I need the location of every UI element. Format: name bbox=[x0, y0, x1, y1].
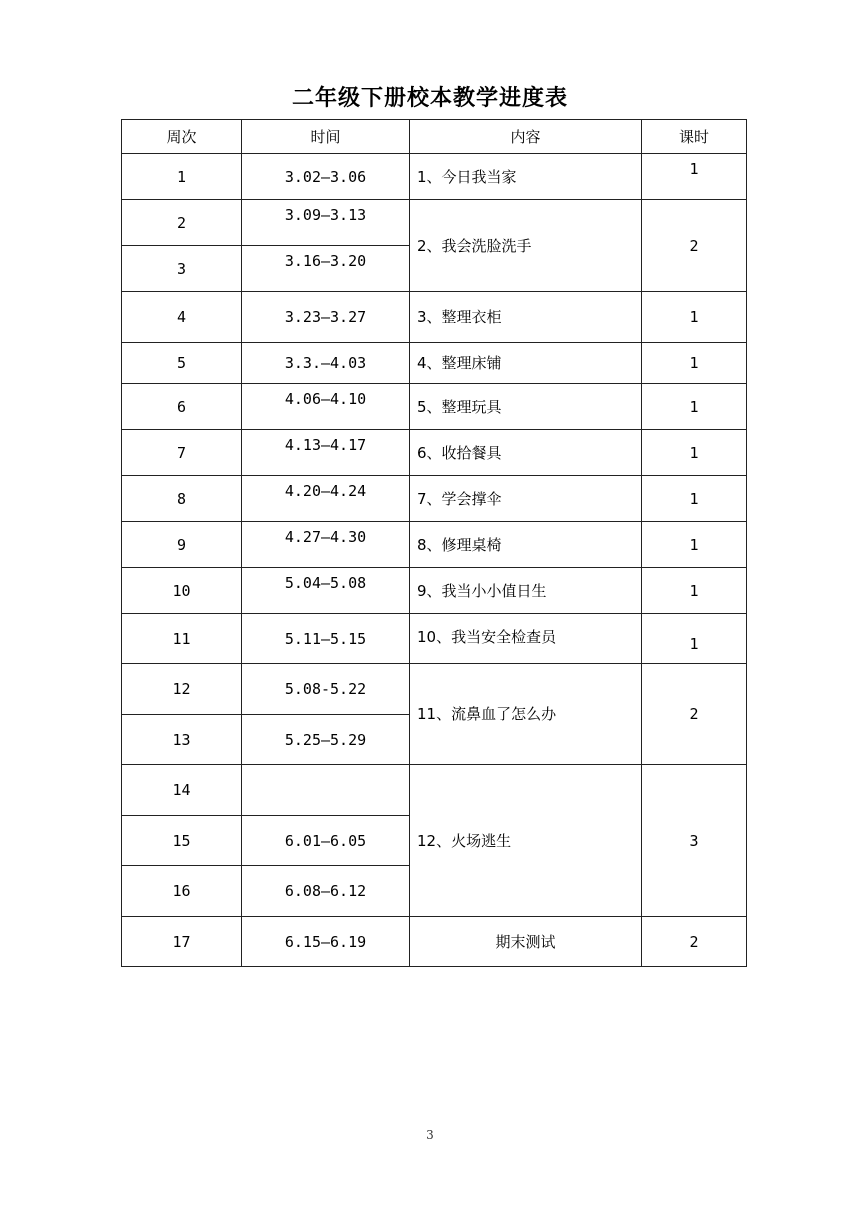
table-row bbox=[122, 917, 747, 967]
time-cell: 6.15—6.19 bbox=[242, 917, 410, 967]
week-cell: 9 bbox=[122, 522, 242, 568]
time-cell: 3.02—3.06 bbox=[242, 154, 410, 200]
table-row bbox=[122, 765, 747, 816]
hours-cell: 1 bbox=[642, 343, 747, 384]
content-cell: 期末测试 bbox=[410, 917, 642, 967]
content-cell: 12、火场逃生 bbox=[410, 765, 642, 917]
content-cell: 3、整理衣柜 bbox=[410, 292, 642, 343]
header-time: 时间 bbox=[242, 120, 410, 154]
content-cell: 1、今日我当家 bbox=[410, 154, 642, 200]
time-cell: 3.3.—4.03 bbox=[242, 343, 410, 384]
table-header-row bbox=[122, 120, 747, 154]
week-cell: 10 bbox=[122, 568, 242, 614]
week-cell: 13 bbox=[122, 715, 242, 765]
hours-cell: 1 bbox=[642, 522, 747, 568]
hours-cell: 1 bbox=[642, 384, 747, 430]
content-cell: 9、我当小小值日生 bbox=[410, 568, 642, 614]
table-row bbox=[122, 292, 747, 343]
table-row bbox=[122, 154, 747, 200]
hours-cell: 2 bbox=[642, 917, 747, 967]
week-cell: 6 bbox=[122, 384, 242, 430]
time-cell: 4.20—4.24 bbox=[242, 476, 410, 522]
table-row bbox=[122, 664, 747, 715]
hours-cell: 2 bbox=[642, 664, 747, 765]
week-cell: 3 bbox=[122, 246, 242, 292]
time-cell: 4.06—4.10 bbox=[242, 384, 410, 430]
header-content: 内容 bbox=[410, 120, 642, 154]
time-cell: 6.01—6.05 bbox=[242, 816, 410, 866]
time-cell: 6.08—6.12 bbox=[242, 866, 410, 917]
time-cell: 3.16—3.20 bbox=[242, 246, 410, 292]
time-cell: 3.09—3.13 bbox=[242, 200, 410, 246]
week-cell: 7 bbox=[122, 430, 242, 476]
time-cell: 5.04—5.08 bbox=[242, 568, 410, 614]
week-cell: 14 bbox=[122, 765, 242, 816]
week-cell: 17 bbox=[122, 917, 242, 967]
header-week: 周次 bbox=[122, 120, 242, 154]
hours-cell: 3 bbox=[642, 765, 747, 917]
page-title: 二年级下册校本教学进度表 bbox=[291, 86, 568, 111]
table-row bbox=[122, 568, 747, 614]
content-cell: 10、我当安全检查员 bbox=[410, 614, 642, 664]
content-cell: 8、修理桌椅 bbox=[410, 522, 642, 568]
content-cell: 7、学会撑伞 bbox=[410, 476, 642, 522]
week-cell: 1 bbox=[122, 154, 242, 200]
table-row bbox=[122, 430, 747, 476]
table-row bbox=[122, 476, 747, 522]
hours-cell: 1 bbox=[642, 614, 747, 664]
page-number: 3 bbox=[426, 1128, 434, 1142]
content-cell: 4、整理床铺 bbox=[410, 343, 642, 384]
table-row bbox=[122, 200, 747, 246]
hours-cell: 1 bbox=[642, 476, 747, 522]
time-cell: 5.25—5.29 bbox=[242, 715, 410, 765]
hours-cell: 1 bbox=[642, 292, 747, 343]
week-cell: 4 bbox=[122, 292, 242, 343]
hours-cell: 2 bbox=[642, 200, 747, 292]
week-cell: 15 bbox=[122, 816, 242, 866]
week-cell: 2 bbox=[122, 200, 242, 246]
schedule-table bbox=[121, 119, 747, 967]
hours-cell: 1 bbox=[642, 430, 747, 476]
week-cell: 5 bbox=[122, 343, 242, 384]
time-cell: 4.27—4.30 bbox=[242, 522, 410, 568]
week-cell: 8 bbox=[122, 476, 242, 522]
week-cell: 16 bbox=[122, 866, 242, 917]
content-cell: 6、收拾餐具 bbox=[410, 430, 642, 476]
content-cell: 5、整理玩具 bbox=[410, 384, 642, 430]
table-row bbox=[122, 614, 747, 664]
week-cell: 12 bbox=[122, 664, 242, 715]
time-cell: 3.23—3.27 bbox=[242, 292, 410, 343]
table-row bbox=[122, 384, 747, 430]
time-cell: 5.11—5.15 bbox=[242, 614, 410, 664]
content-cell: 11、流鼻血了怎么办 bbox=[410, 664, 642, 765]
content-cell: 2、我会洗脸洗手 bbox=[410, 200, 642, 292]
time-cell: 5.08-5.22 bbox=[242, 664, 410, 715]
week-cell: 11 bbox=[122, 614, 242, 664]
hours-cell: 1 bbox=[642, 568, 747, 614]
table-row bbox=[122, 343, 747, 384]
header-hours: 课时 bbox=[642, 120, 747, 154]
time-cell: 4.13—4.17 bbox=[242, 430, 410, 476]
time-cell bbox=[242, 765, 410, 816]
table-row bbox=[122, 522, 747, 568]
hours-cell: 1 bbox=[642, 154, 747, 200]
